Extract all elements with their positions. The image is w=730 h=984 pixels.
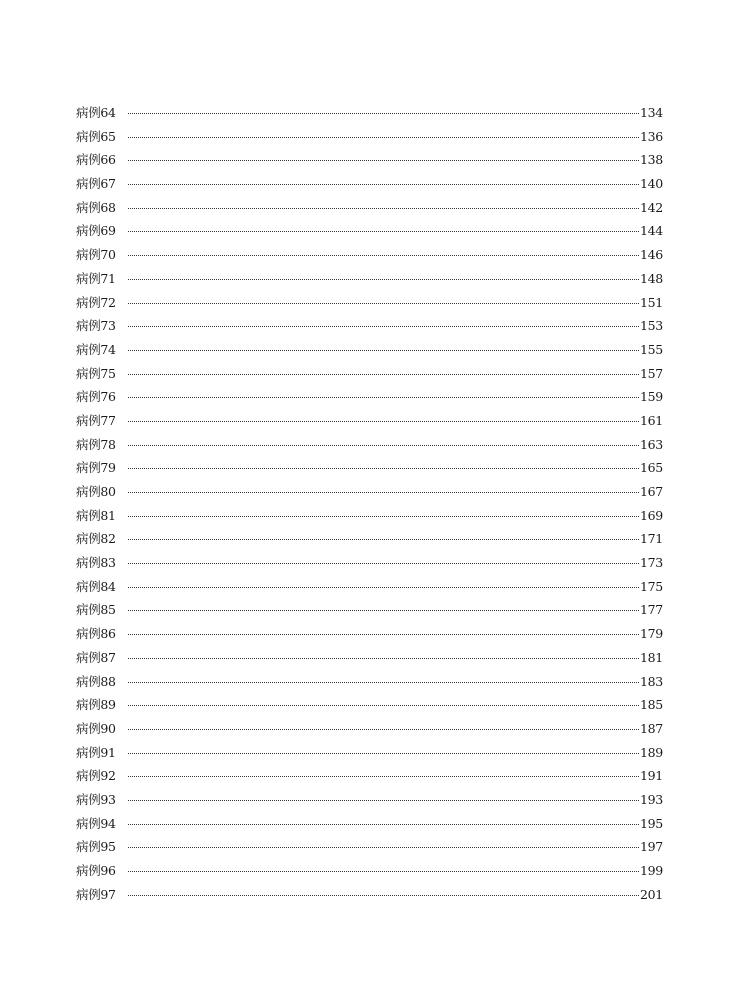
toc-dot-leader xyxy=(128,894,639,896)
toc-entry-label: 病例84 xyxy=(76,578,116,594)
toc-dot-leader xyxy=(128,373,639,375)
toc-entry[interactable] xyxy=(76,835,663,859)
toc-entry-label: 病例69 xyxy=(76,223,116,239)
toc-entry-label: 病例72 xyxy=(76,294,116,310)
toc-dot-leader xyxy=(128,562,639,564)
toc-entry-label: 病例64 xyxy=(76,105,116,120)
toc-dot-leader xyxy=(128,491,639,493)
toc-entry-label: 病例83 xyxy=(76,555,116,571)
toc-entry-page-number: 155 xyxy=(640,341,663,357)
toc-entry-label: 病例89 xyxy=(76,697,116,713)
toc-entry-label: 病例71 xyxy=(76,270,116,286)
toc-entry-page-number: 169 xyxy=(640,507,663,523)
toc-entry[interactable] xyxy=(76,504,663,528)
toc-dot-leader xyxy=(128,349,639,351)
toc-dot-leader xyxy=(128,846,639,848)
toc-entry[interactable] xyxy=(76,409,663,433)
toc-entry[interactable] xyxy=(76,480,663,504)
toc-entry[interactable] xyxy=(76,764,663,788)
toc-dot-leader xyxy=(128,633,639,635)
toc-dot-leader xyxy=(128,681,639,683)
toc-dot-leader xyxy=(128,112,639,114)
toc-entry-page-number: 195 xyxy=(640,815,663,831)
toc-entry[interactable] xyxy=(76,670,663,694)
toc-entry[interactable] xyxy=(76,551,663,575)
toc-entry[interactable] xyxy=(76,456,663,480)
toc-entry-label: 病例94 xyxy=(76,815,116,831)
toc-dot-leader xyxy=(128,515,639,517)
toc-entry-label: 病例86 xyxy=(76,626,116,642)
toc-entry-page-number: 159 xyxy=(640,389,663,405)
toc-dot-leader xyxy=(128,538,639,540)
toc-entry[interactable] xyxy=(76,883,663,907)
toc-entry[interactable] xyxy=(76,575,663,599)
toc-dot-leader xyxy=(128,704,639,706)
toc-entry-page-number: 163 xyxy=(640,436,663,452)
toc-entry-page-number: 193 xyxy=(640,791,663,807)
toc-dot-leader xyxy=(128,207,639,209)
toc-entry[interactable] xyxy=(76,196,663,220)
toc-entry-label: 病例91 xyxy=(76,744,116,760)
toc-entry-label: 病例92 xyxy=(76,768,116,784)
toc-entry-page-number: 157 xyxy=(640,365,663,381)
toc-entry-label: 病例96 xyxy=(76,863,116,878)
toc-entry-label: 病例85 xyxy=(76,602,116,618)
toc-entry-page-number: 151 xyxy=(640,294,663,310)
toc-dot-leader xyxy=(128,159,639,161)
toc-entry-label: 病例67 xyxy=(76,176,116,192)
toc-entry[interactable] xyxy=(76,362,663,386)
toc-entry[interactable] xyxy=(76,598,663,622)
toc-entry-page-number: 148 xyxy=(640,270,663,286)
toc-dot-leader xyxy=(128,823,639,825)
toc-entry[interactable] xyxy=(76,527,663,551)
toc-entry[interactable] xyxy=(76,717,663,741)
toc-entry-label: 病例74 xyxy=(76,341,116,357)
toc-dot-leader xyxy=(128,420,639,422)
toc-entry[interactable] xyxy=(76,148,663,172)
toc-entry[interactable] xyxy=(76,741,663,765)
toc-entry-label: 病例73 xyxy=(76,318,116,334)
toc-entry-label: 病例68 xyxy=(76,199,116,215)
toc-entry-label: 病例70 xyxy=(76,247,116,263)
toc-dot-leader xyxy=(128,444,639,446)
toc-entry-page-number: 153 xyxy=(640,318,663,334)
toc-entry-label: 病例80 xyxy=(76,484,116,499)
toc-entry[interactable] xyxy=(76,433,663,457)
toc-entry[interactable] xyxy=(76,125,663,149)
toc-entry-page-number: 183 xyxy=(640,673,663,689)
toc-dot-leader xyxy=(128,136,639,138)
toc-dot-leader xyxy=(128,799,639,801)
toc-entry-label: 病例93 xyxy=(76,791,116,807)
toc-entry-label: 病例97 xyxy=(76,886,116,902)
toc-entry-page-number: 173 xyxy=(640,555,663,571)
toc-dot-leader xyxy=(128,586,639,588)
toc-entry-page-number: 161 xyxy=(640,412,663,428)
toc-entry-page-number: 144 xyxy=(640,223,663,239)
toc-entry-page-number: 136 xyxy=(640,128,663,144)
toc-entry-page-number: 189 xyxy=(640,744,663,760)
toc-entry[interactable] xyxy=(76,101,663,125)
toc-entry-page-number: 142 xyxy=(640,199,663,215)
toc-entry-page-number: 191 xyxy=(640,768,663,784)
toc-entry[interactable] xyxy=(76,291,663,315)
toc-entry-label: 病例95 xyxy=(76,839,116,855)
toc-entry-page-number: 199 xyxy=(640,863,663,878)
toc-entry-label: 病例75 xyxy=(76,365,116,381)
toc-entry-page-number: 146 xyxy=(640,247,663,263)
toc-dot-leader xyxy=(128,230,639,232)
toc-entry[interactable] xyxy=(76,693,663,717)
toc-entry-page-number: 165 xyxy=(640,460,663,476)
toc-dot-leader xyxy=(128,609,639,611)
toc-entry-label: 病例82 xyxy=(76,531,116,547)
toc-entry-label: 病例66 xyxy=(76,152,116,168)
toc-entry[interactable] xyxy=(76,859,663,883)
toc-entry[interactable] xyxy=(76,646,663,670)
toc-dot-leader xyxy=(128,870,639,872)
toc-entry-page-number: 201 xyxy=(640,886,663,902)
toc-entry[interactable] xyxy=(76,172,663,196)
toc-entry-label: 病例78 xyxy=(76,436,116,452)
toc-dot-leader xyxy=(128,467,639,469)
toc-entry-page-number: 134 xyxy=(640,105,663,120)
toc-entry-page-number: 187 xyxy=(640,720,663,736)
toc-entry-page-number: 177 xyxy=(640,602,663,618)
toc-entry-page-number: 185 xyxy=(640,697,663,713)
toc-entry-page-number: 175 xyxy=(640,578,663,594)
toc-dot-leader xyxy=(128,183,639,185)
toc-entry-page-number: 140 xyxy=(640,176,663,192)
toc-dot-leader xyxy=(128,752,639,754)
toc-entry[interactable] xyxy=(76,267,663,291)
toc-entry-label: 病例81 xyxy=(76,507,116,523)
toc-dot-leader xyxy=(128,775,639,777)
toc-entry-label: 病例79 xyxy=(76,460,116,476)
toc-entry-label: 病例88 xyxy=(76,673,116,689)
toc-entry[interactable] xyxy=(76,219,663,243)
toc-dot-leader xyxy=(128,657,639,659)
toc-dot-leader xyxy=(128,278,639,280)
table-of-contents xyxy=(76,101,663,906)
toc-entry[interactable] xyxy=(76,812,663,836)
toc-entry[interactable] xyxy=(76,243,663,267)
toc-entry-page-number: 167 xyxy=(640,484,663,499)
toc-entry[interactable] xyxy=(76,314,663,338)
toc-entry-page-number: 138 xyxy=(640,152,663,168)
toc-entry[interactable] xyxy=(76,338,663,362)
toc-entry-label: 病例76 xyxy=(76,389,116,405)
toc-entry[interactable] xyxy=(76,788,663,812)
toc-entry-label: 病例65 xyxy=(76,128,116,144)
toc-entry-label: 病例87 xyxy=(76,649,116,665)
toc-dot-leader xyxy=(128,728,639,730)
toc-entry-label: 病例77 xyxy=(76,412,116,428)
toc-entry[interactable] xyxy=(76,385,663,409)
toc-dot-leader xyxy=(128,325,639,327)
toc-entry-page-number: 171 xyxy=(640,531,663,547)
toc-entry[interactable] xyxy=(76,622,663,646)
toc-dot-leader xyxy=(128,254,639,256)
toc-dot-leader xyxy=(128,396,639,398)
toc-entry-page-number: 197 xyxy=(640,839,663,855)
toc-dot-leader xyxy=(128,302,639,304)
toc-entry-page-number: 181 xyxy=(640,649,663,665)
toc-entry-page-number: 179 xyxy=(640,626,663,642)
toc-entry-label: 病例90 xyxy=(76,720,116,736)
